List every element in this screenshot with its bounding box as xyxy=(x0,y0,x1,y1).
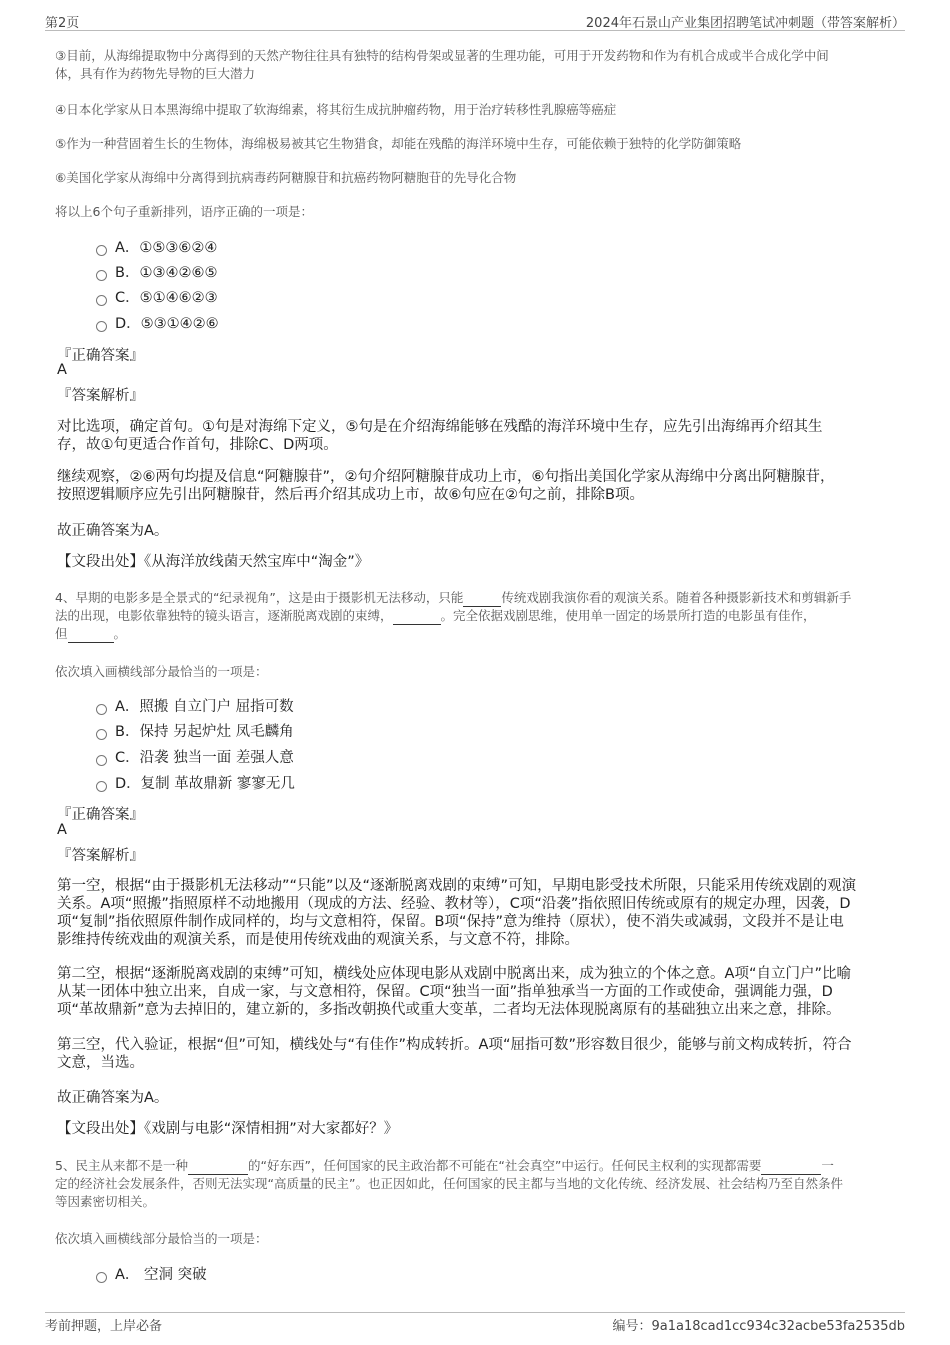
radio-icon[interactable] xyxy=(96,704,107,715)
analysis-paragraph: 第二空，根据“逐渐脱离戏剧的束缚”可知，横线处应体现电影从戏剧中脱离出来，成为独立的个体之意。A项“自立门户”比喻 从某一团体中独立出来，自成一家，与文意相符，保留。C项“独当一面”指单独承当一方面的工作或使命，强调能力强，D 项“革故鼎新”意为去掉旧的，建立新的，多指改朝换代或重大变革，二者均无法体现脱离原有的基础独立出来之意，排除。 xyxy=(57,966,851,1018)
q3-option-a[interactable]: A．①⑤③⑥②④ xyxy=(96,238,217,258)
analysis-paragraph: 第三空，代入验证，根据“但”可知，横线处与“有佳作”构成转折。A项“屈指可数”形容数目很少，能够与前文构成转折，符合 文意，当选。 xyxy=(57,1037,852,1071)
analysis-paragraph: 第一空，根据“由于摄影机无法移动”“只能”以及“逐渐脱离戏剧的束缚”可知，早期电影受技术所限，只能采用传统戏剧的观演 关系。A项“照搬”指照原样不动地搬用（现成的方法、经验、教材等），C项“沿袭”指依照旧传统或原有的规定办理，因袭，D 项“复制”指依照原件制作成同样的，均与文意相符，保留。B项“保持”意为维持（原状），使不消失或减弱，文段并不是让电 影维持传统戏曲的观演关系，而是使用传统戏曲的观演关系，与文意不符，排除。 xyxy=(57,878,857,948)
source-citation: 【文段出处】《从海洋放线菌天然宝库中“淘金”》 xyxy=(57,554,370,570)
page-number: 第2页 xyxy=(45,16,80,31)
document-title: 2024年石景山产业集团招聘笔试冲刺题（带答案解析） xyxy=(585,16,905,31)
document-id: 编号：9a1a18cad1cc934c32acbe53fa2535db xyxy=(612,1319,905,1334)
question-4-stem: 4、早期的电影多是全景式的“纪录视角”，这是由于摄影机无法移动，只能 传统戏剧我演你看的观演关系。随着各种摄影新技术和剪辑新手 法的出现，电影依靠独特的镜头语言，逐渐脱离戏剧的束缚， 。完全依据戏剧思维，使用单一固定的场景所打造的电影虽有佳作， 但 。 xyxy=(55,590,852,641)
q3-option-d[interactable]: D．⑤③①④②⑥ xyxy=(96,314,219,334)
source-citation: 【文段出处】《戏剧与电影“深情相拥”对大家都好？》 xyxy=(57,1121,399,1137)
q4-option-b[interactable]: B．保持 另起炉灶 凤毛麟角 xyxy=(96,722,294,742)
sentence-6: ⑥美国化学家从海绵中分离得到抗病毒药阿糖腺苷和抗癌药物阿糖胞苷的先导化合物 xyxy=(55,170,517,185)
conclusion: 故正确答案为A。 xyxy=(57,1090,169,1106)
analysis-paragraph: 对比选项，确定首句。①句是对海绵下定义，⑤句是在介绍海绵能够在残酷的海洋环境中生存，应先引出海绵再介绍其生 存，故①句更适合作首句，排除C、D两项。 xyxy=(57,419,823,453)
radio-icon[interactable] xyxy=(96,781,107,792)
fill-blank xyxy=(463,592,501,607)
fill-blank xyxy=(68,628,114,643)
fill-blank xyxy=(393,610,441,625)
question-prompt: 依次填入画横线部分最恰当的一项是： xyxy=(55,664,268,679)
question-prompt: 将以上6个句子重新排列，语序正确的一项是： xyxy=(55,204,313,219)
radio-icon[interactable] xyxy=(96,1272,107,1283)
question-5-stem: 5、民主从来都不是一种 的“好东西”，任何国家的民主政治都不可能在“社会真空”中运行。任何民主权利的实现都需要 一 定的经济社会发展条件，否则无法实现“高质量的民主”。也正因如此，任何国家的民主都与当地的文化传统、经济发展、社会结构乃至自然条件 等因素密切相关。 xyxy=(55,1158,843,1209)
q3-option-b[interactable]: B．①③④②⑥⑤ xyxy=(96,263,217,283)
q4-option-a[interactable]: A．照搬 自立门户 屈指可数 xyxy=(96,697,294,717)
radio-icon[interactable] xyxy=(96,755,107,766)
radio-icon[interactable] xyxy=(96,321,107,332)
page-header xyxy=(45,0,905,31)
radio-icon[interactable] xyxy=(96,729,107,740)
question-prompt: 依次填入画横线部分最恰当的一项是： xyxy=(55,1231,268,1246)
q4-option-d[interactable]: D．复制 革故鼎新 寥寥无几 xyxy=(96,774,295,794)
page-footer xyxy=(45,1312,905,1343)
answer-value: A xyxy=(57,822,67,838)
q3-option-c[interactable]: C．⑤①④⑥②③ xyxy=(96,288,218,308)
radio-icon[interactable] xyxy=(96,245,107,256)
answer-label: 『正确答案』 xyxy=(57,348,144,364)
sentence-5: ⑤作为一种营固着生长的生物体，海绵极易被其它生物猎食，却能在残酷的海洋环境中生存，可能依赖于独特的化学防御策略 xyxy=(55,136,742,151)
analysis-label: 『答案解析』 xyxy=(57,848,144,864)
footer-slogan: 考前押题，上岸必备 xyxy=(45,1319,163,1334)
q5-option-a[interactable]: A． 空洞 突破 xyxy=(96,1265,207,1285)
answer-value: A xyxy=(57,362,67,378)
radio-icon[interactable] xyxy=(96,270,107,281)
analysis-label: 『答案解析』 xyxy=(57,388,144,404)
fill-blank xyxy=(761,1160,821,1175)
sentence-4: ④日本化学家从日本黑海绵中提取了软海绵素，将其衍生成抗肿瘤药物，用于治疗转移性乳腺癌等癌症 xyxy=(55,102,617,117)
fill-blank xyxy=(188,1160,248,1175)
radio-icon[interactable] xyxy=(96,295,107,306)
q4-option-c[interactable]: C．沿袭 独当一面 差强人意 xyxy=(96,748,294,768)
conclusion: 故正确答案为A。 xyxy=(57,523,169,539)
sentence-3: ③目前，从海绵提取物中分离得到的天然产物往往具有独特的结构骨架或显著的生理功能，可用于开发药物和作为有机合成或半合成化学中间 体，具有作为药物先导物的巨大潜力 xyxy=(55,48,829,81)
analysis-paragraph: 继续观察，②⑥两句均提及信息“阿糖腺苷”，②句介绍阿糖腺苷成功上市，⑥句指出美国化学家从海绵中分离出阿糖腺苷， 按照逻辑顺序应先引出阿糖腺苷，然后再介绍其成功上市，故⑥句应在②句之前，排除B项。 xyxy=(57,469,835,503)
answer-label: 『正确答案』 xyxy=(57,807,144,823)
